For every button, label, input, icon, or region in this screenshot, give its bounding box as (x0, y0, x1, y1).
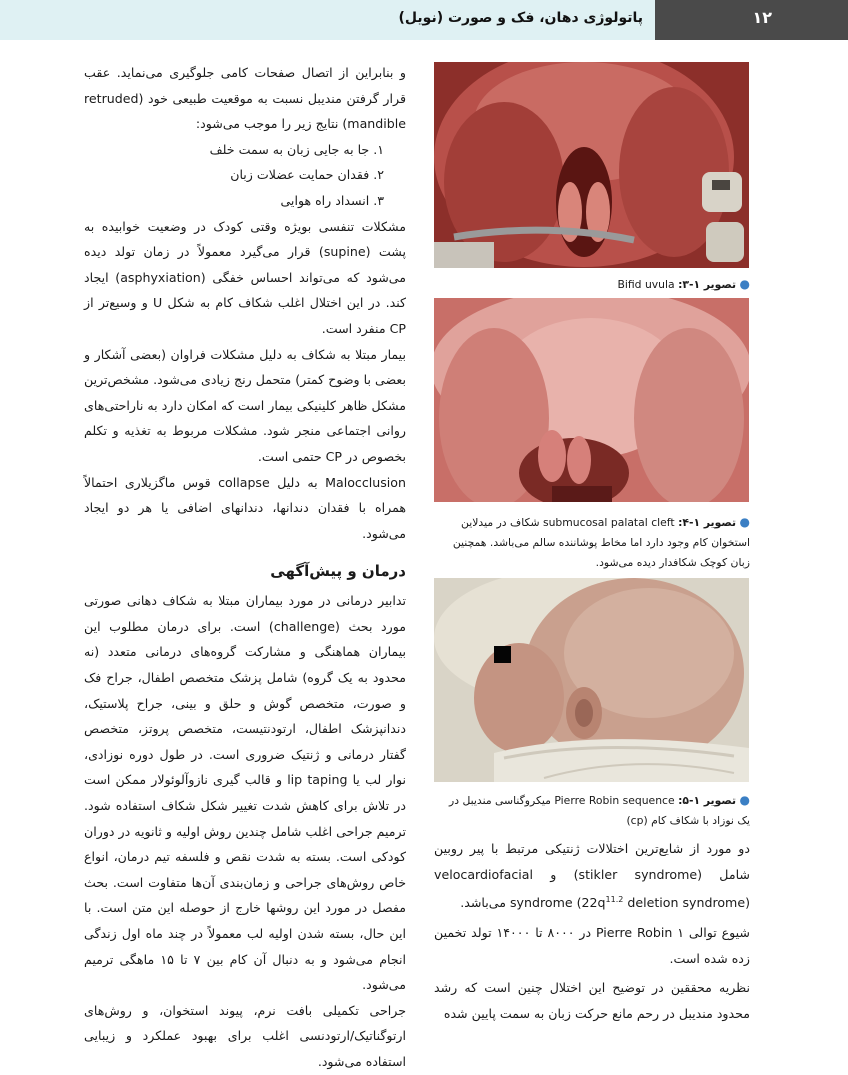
left-text-column (84, 60, 406, 1075)
paragraph: جراحی تکمیلی بافت نرم، پیوند استخوان، و روش‌های ارتوگناتیک/ارتودنسی اغلب برای بهبود عملکرد و زیبایی استفاده می‌شود. (84, 1002, 406, 1069)
figure-caption-text: submucosal palatal cleft شکاف در میدلاین استخوان کام وجود دارد اما مخاط پوشاننده سالم می‌باشد. همچنین زبان کوچک شکافدار دیده می‌شود. (452, 516, 750, 569)
superscript: 11.2 (605, 895, 624, 905)
section-heading: درمان و پیش‌آگهی (270, 562, 406, 581)
paragraph: تدابیر درمانی در مورد بیماران مبتلا به شکاف دهانی صورتی مورد بحث (challenge) است. برای درمان مطلوب این بیماران هماهنگی و مشارکت گروه‌های درمانی متعدد (نه محدود به یک گروه) شامل پزشک متخصص اطفال، جراح فک و صورت، متخصص گوش و حلق و بینی، جراح پلاستیک، دندانپزشک اطفال، ارتودنتیست، متخصص پروتز، متخصص گفتار درمانی و ژنتیک ضروری است. در طول دوره نوزادی، نوار لب یا lip taping و قالب گیری نازوآلوئولار ممکن است در تلاش برای کاهش شدت تغییر شکل شکاف استفاده شود. ترمیم جراحی اغلب شامل چندین روش اولیه و ثانویه در دوران کودکی است. بسته به شدت نقص و فلسفه تیم درمان، انواع خاص روش‌های جراحی و زمان‌بندی آن‌ها متفاوت است. بحث مفصل در مورد این روشها خارج از حوصله این متن است. با این حال، بسته شدن اولیه لب معمولاً در چند ماه اول زندگی انجام می‌شود و به دنبال آن کام بین ۷ تا ۱۵ ماهگی ترمیم می‌شود. (84, 593, 407, 993)
figure-caption-text: Bifid uvula (617, 278, 675, 291)
list-item: ۳. انسداد راه هوایی (280, 192, 384, 208)
paragraph: نظریه محققین در توضیح این اختلال چنین است که رشد محدود مندیبل در رحم مانع حرکت زبان به سمت پایین شده (434, 980, 750, 1021)
paragraph-part: deletion syndrome) می‌باشد. (460, 895, 750, 911)
figure-caption (434, 512, 750, 573)
pierre-robin-infant-photo (434, 578, 749, 782)
figure-caption (434, 790, 750, 831)
caption-bullet-icon: ● (739, 793, 750, 807)
paragraph: شیوع توالی Pierre Robin ۱ در ۸۰۰۰ تا ۱۴۰۰۰ تولد تخمین زده شده است. (434, 924, 750, 966)
running-title: پاتولوژی دهان، فک و صورت (نویل) (398, 10, 643, 26)
paragraph: مشکلات تنفسی بویژه وقتی کودک در وضعیت خوابیده به پشت (supine) قرار می‌گیرد معمولاً در زمان تولد دیده می‌شود که می‌تواند احساس خفگی (asphyxiation) ایجاد کند. در این اختلال اغلب شکاف کام به شکل U و وسیع‌تر از CP منفرد است. (84, 218, 407, 336)
paragraph (434, 836, 750, 916)
figure-label: تصویر ۱-۳: (678, 278, 737, 291)
caption-bullet-icon: ● (739, 515, 750, 529)
bifid-uvula-photo (434, 62, 749, 268)
paragraph-part: دو مورد از شایع‌ترین اختلالات ژنتیکی مرتبط با پیر روبین شامل (stikler syndrome) و velocardiofacial syndrome (22q (434, 841, 750, 911)
paragraph: Malocclusion به دلیل collapse قوس ماگزیلاری احتمالاً همراه با فقدان دندانها، دندانهای اضافی یا هر دو ایجاد می‌شود. (84, 474, 406, 541)
paragraph: بیمار مبتلا به شکاف به دلیل مشکلات فراوان (بعضی آشکار و بعضی با وضوح کمتر) متحمل رنج زیادی می‌شود. مشخص‌ترین مشکل ظاهر کلینیکی بیمار است که امکان دارد به ناراحتی‌های روانی اجتماعی منجر شود. مشکلات مربوط به تغذیه و تکلم بخصوص در CP حتمی است. (84, 346, 406, 464)
paragraph: و بنابراین از اتصال صفحات کامی جلوگیری می‌نماید. عقب قرار گرفتن مندیبل نسبت به موقعیت طبیعی خود (retruded mandible) نتایج زیر را موجب می‌شود: (84, 65, 406, 132)
figure-caption (434, 274, 750, 295)
figure-label: تصویر ۱-۴: (678, 516, 737, 529)
submucosal-cleft-photo (434, 298, 749, 502)
caption-bullet-icon: ● (739, 277, 750, 291)
list-item: ۲. فقدان حمایت عضلات زبان (230, 167, 384, 183)
page-number: ۱۲ (752, 8, 772, 27)
figure-label: تصویر ۱-۵: (678, 794, 737, 807)
figure-caption-text: Pierre Robin sequence میکروگناسی مندیبل در یک نوزاد با شکاف کام (cp) (449, 794, 750, 827)
list-item: ۱. جا به جایی زبان به سمت خلف (209, 141, 384, 157)
right-text-column (434, 836, 750, 1026)
page-header (0, 0, 848, 40)
